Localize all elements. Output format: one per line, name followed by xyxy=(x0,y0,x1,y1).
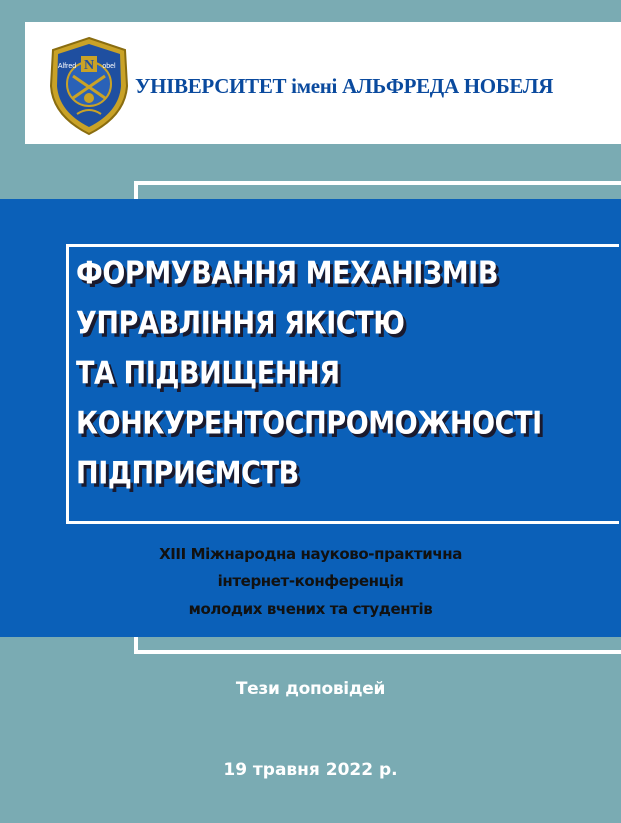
frame-line-left xyxy=(134,181,138,199)
svg-text:Alfred: Alfred xyxy=(57,63,77,70)
university-logo xyxy=(47,36,131,136)
header-bar xyxy=(25,22,621,144)
frame-line-top xyxy=(134,181,621,185)
title-line-1: ФОРМУВАННЯ МЕХАНІЗМІВ xyxy=(76,256,499,292)
title-line-2: УПРАВЛІННЯ ЯКІСТЮ xyxy=(76,306,405,342)
frame-line-bottom xyxy=(134,650,621,654)
title-line-5: ПІДПРИЄМСТВ xyxy=(76,456,299,492)
conference-line-3: молодих вчених та студентів xyxy=(188,600,433,618)
svg-text:obel: obel xyxy=(102,63,116,70)
title-line-4: КОНКУРЕНТОСПРОМОЖНОСТІ xyxy=(76,406,542,442)
title-line-3: ТА ПІДВИЩЕННЯ xyxy=(76,356,340,392)
conference-date: 19 травня 2022 р. xyxy=(223,760,398,780)
svg-text:N: N xyxy=(83,58,95,73)
subtitle: Тези доповідей xyxy=(235,679,386,699)
conference-line-2: інтернет-конференція xyxy=(217,572,404,590)
conference-line-1: XIII Міжнародна науково-практична xyxy=(159,545,462,563)
university-name: УНІВЕРСИТЕТ імені АЛЬФРЕДА НОБЕЛЯ xyxy=(135,74,554,98)
